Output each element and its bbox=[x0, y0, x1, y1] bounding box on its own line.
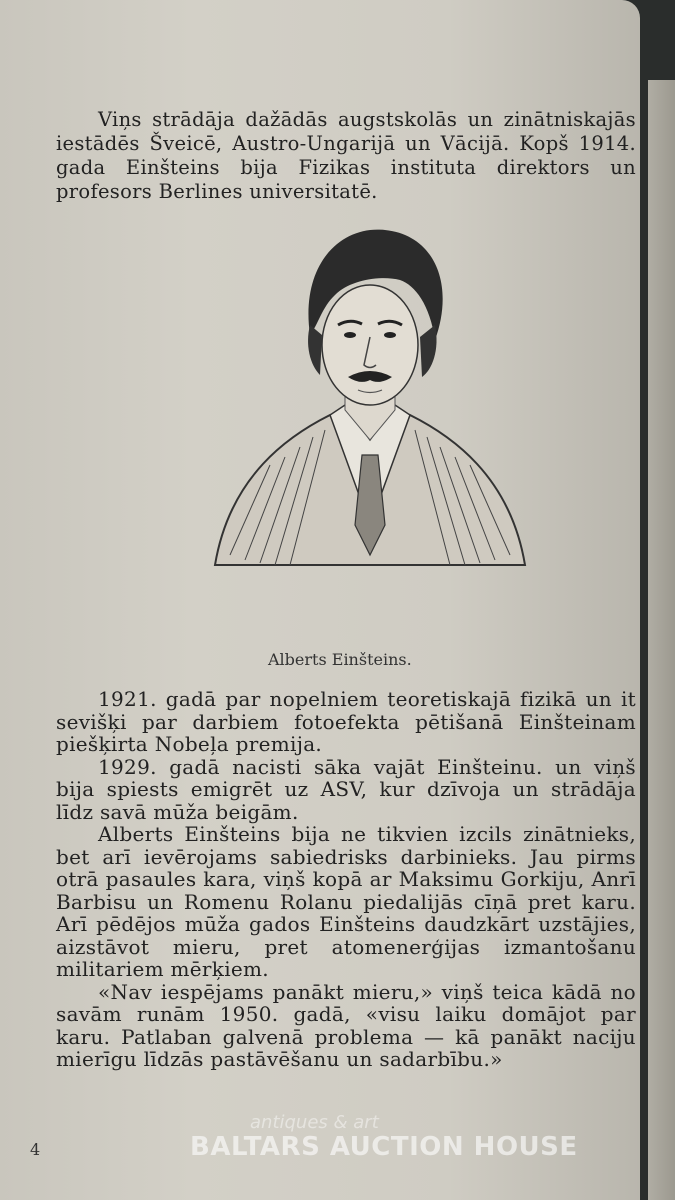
intro-paragraph bbox=[56, 108, 636, 204]
body-text bbox=[56, 688, 636, 1071]
page-number: 4 bbox=[30, 1140, 41, 1159]
paragraph-1: Viņs strādāja dažādās augstskolās un zinātniskajās iestādēs Šveicē, Austro-Ungarijā un Vācijā. Kopš 1914. gada Einšteins bija Fizikas instituta direktors un profesors Berlines universitatē. bbox=[56, 108, 636, 203]
portrait-caption: Alberts Einšteins. bbox=[268, 650, 412, 669]
paragraph-3: 1929. gadā nacisti sāka vajāt Einšteinu. un viņš bija spiests emigrēt uz ASV, kur dzīvoja un strādāja līdz savā mūža beigām. bbox=[56, 754, 636, 824]
watermark-text: BALTARS AUCTION HOUSE bbox=[190, 1132, 578, 1162]
watermark-subtitle: antiques & art bbox=[250, 1112, 379, 1133]
paragraph-2: 1921. gadā par nopelniem teoretiskajā fizikā un it sevišķi par darbiem fotoefekta pētišanā Einšteinam piešķirta Nobeļa premija. bbox=[56, 687, 636, 756]
next-page-edge bbox=[648, 80, 675, 1200]
einstein-portrait bbox=[210, 225, 530, 625]
paragraph-5: «Nav iespējams panākt mieru,» viņš teica kādā no savām runām 1950. gadā, «visu laiku domājot par karu. Patlaban galvenā problema — kā panākt naciju mierīgu līdzās pastāvēšanu un sadarbību.» bbox=[56, 979, 636, 1071]
paragraph-4: Alberts Einšteins bija ne tikvien izcils zinātnieks, bet arī ievērojams sabiedrisks darbinieks. Jau pirms otrā pasaules kara, viņš kopā ar Maksimu Gorkiju, Anrī Barbisu un Romenu Rolanu piedalijās cīņā pret karu. Arī pēdējos mūža gados Einšteins daudzkārt uzstājies, aizstāvot mieru, pret atomenerģijas izmantošanu militariem mērķiem. bbox=[56, 822, 636, 981]
